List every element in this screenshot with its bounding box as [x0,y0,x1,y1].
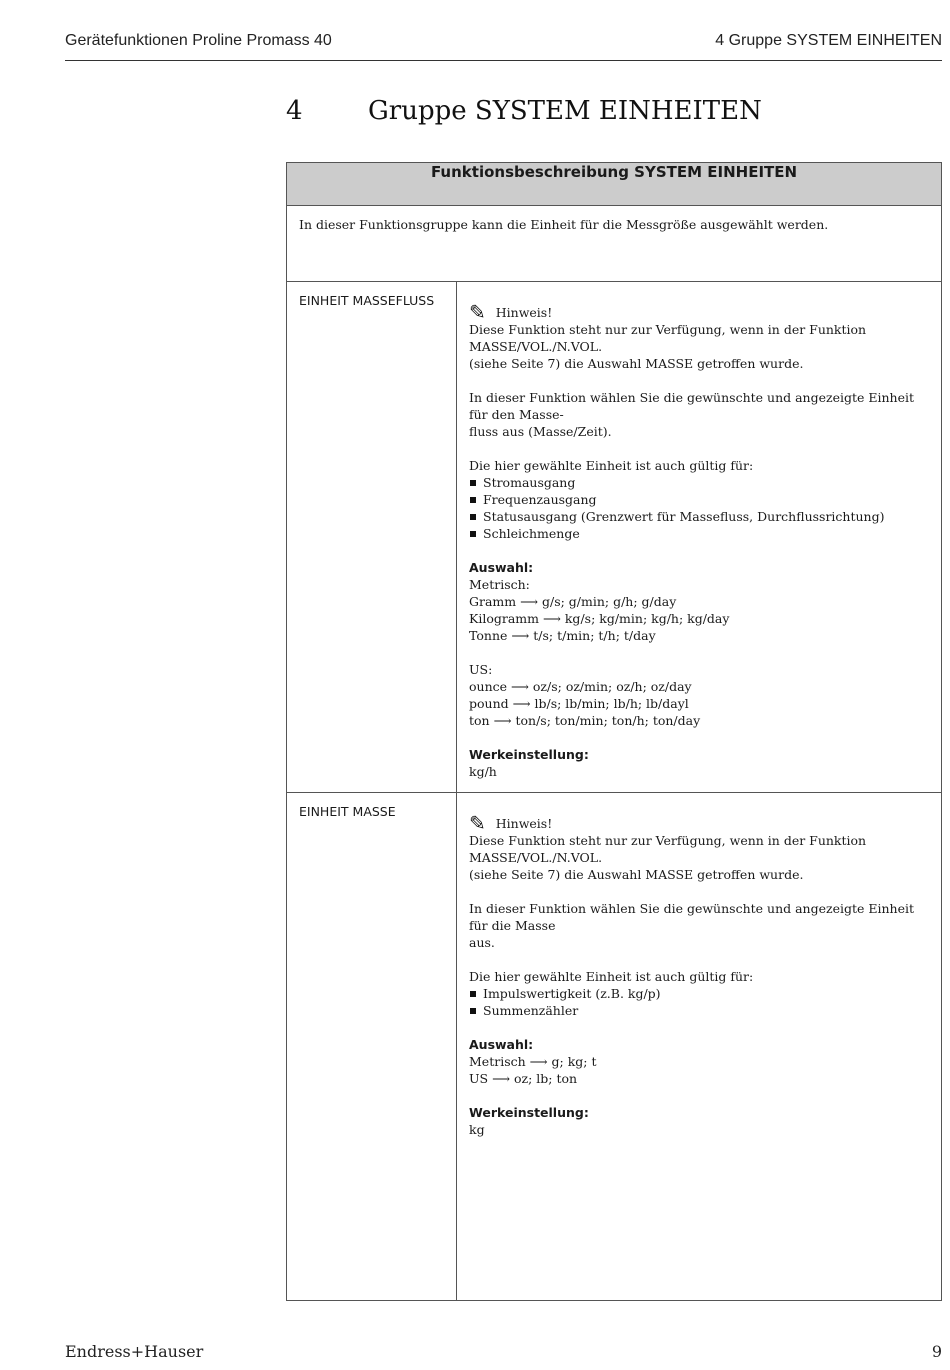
note-line: (siehe Seite 7) die Auswahl MASSE getroffen wurde. [469,867,804,882]
table-intro-row [287,206,942,282]
header-section-title: 4 Gruppe SYSTEM EINHEITEN [715,32,942,49]
selection-line: US ⟶ oz; lb; ton [469,1071,578,1086]
valid-for-intro: Die hier gewählte Einheit ist auch gültig für: [469,969,754,984]
function-table [286,162,942,1301]
selection-label: Auswahl: [469,560,534,575]
table-heading: Funktionsbeschreibung SYSTEM EINHEITEN [287,163,942,206]
note-line: Diese Funktion steht nur zur Verfügung, wenn in der Funktion MASSE/VOL./N.VOL. [469,322,867,354]
default-label: Werkeinstellung: [469,1105,589,1120]
description-line: aus. [469,935,495,950]
page-number: 9 [931,1342,942,1361]
list-item: Statusausgang (Grenzwert für Massefluss, Durchflussrichtung) [469,508,929,525]
function-description [457,282,942,793]
selection-line: Gramm ⟶ g/s; g/min; g/h; g/day [469,594,677,609]
default-value: kg [469,1122,485,1137]
selection-line: Metrisch: [469,577,530,592]
selection-line: ounce ⟶ oz/s; oz/min; oz/h; oz/day [469,679,692,694]
pencil-icon: ✎ [469,300,486,324]
note-line: Diese Funktion steht nur zur Verfügung, wenn in der Funktion MASSE/VOL./N.VOL. [469,833,867,865]
default-value: kg/h [469,764,497,779]
selection-line: Tonne ⟶ t/s; t/min; t/h; t/day [469,628,656,643]
pencil-icon: ✎ [469,811,486,835]
chapter-title: Gruppe SYSTEM EINHEITEN [368,96,762,126]
selection-line: US: [469,662,493,677]
function-description [457,793,942,1301]
list-item: Impulswertigkeit (z.B. kg/p) [469,985,929,1002]
function-name: EINHEIT MASSE [287,793,457,1301]
running-header [65,30,942,61]
note-heading [469,300,929,324]
default-label: Werkeinstellung: [469,747,589,762]
selection-line: Kilogramm ⟶ kg/s; kg/min; kg/h; kg/day [469,611,730,626]
valid-for-list [469,985,929,1019]
selection-line: Metrisch ⟶ g; kg; t [469,1054,597,1069]
note-heading [469,811,929,835]
table-row [287,793,942,1301]
list-item: Schleichmenge [469,525,929,542]
note-line: (siehe Seite 7) die Auswahl MASSE getroffen wurde. [469,356,804,371]
table-intro: In dieser Funktionsgruppe kann die Einheit für die Messgröße ausgewählt werden. [287,206,942,282]
table-row [287,282,942,793]
table-header-row [287,163,942,206]
chapter-number: 4 [286,96,303,126]
valid-for-list [469,474,929,542]
function-name: EINHEIT MASSEFLUSS [287,282,457,793]
selection-line: pound ⟶ lb/s; lb/min; lb/h; lb/dayl [469,696,689,711]
description-line: In dieser Funktion wählen Sie die gewünschte und angezeigte Einheit für den Masse- [469,390,915,422]
list-item: Stromausgang [469,474,929,491]
selection-line: ton ⟶ ton/s; ton/min; ton/h; ton/day [469,713,701,728]
list-item: Frequenzausgang [469,491,929,508]
valid-for-intro: Die hier gewählte Einheit ist auch gültig für: [469,458,754,473]
note-label: Hinweis! [495,305,553,320]
list-item: Summenzähler [469,1002,929,1019]
footer-brand: Endress+Hauser [65,1342,204,1361]
header-document-title: Gerätefunktionen Proline Promass 40 [65,32,332,49]
description-line: In dieser Funktion wählen Sie die gewünschte und angezeigte Einheit für die Masse [469,901,915,933]
description-line: fluss aus (Masse/Zeit). [469,424,612,439]
selection-label: Auswahl: [469,1037,534,1052]
note-label: Hinweis! [495,816,553,831]
